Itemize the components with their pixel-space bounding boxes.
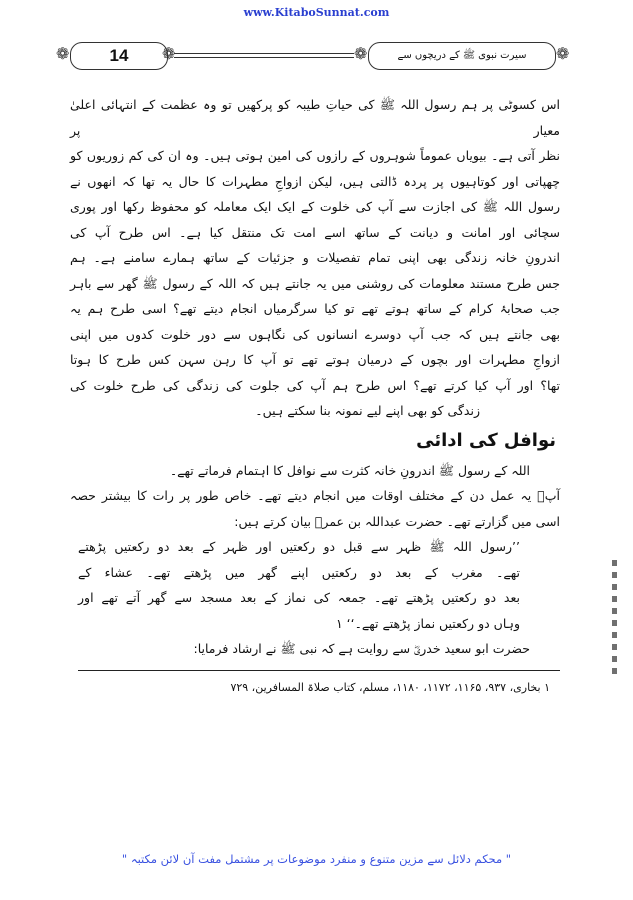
text-line: اللہ کے رسول ﷺ اندرونِ خانہ کثرت سے نوافل کا اہتمام فرماتے تھے۔ <box>169 462 530 478</box>
text-line: نظر آتی ہے۔ بیویاں عموماً شوہروں کے رازوں کی امین ہوتی ہیں۔ وہ ان کی کم زوریوں کو <box>70 148 560 163</box>
text-line: جب صحابۂ کرام کے ساتھ ہوتے تھے تو کیا سرگرمیاں انجام دیتے تھے؟ اسی طرح ہم یہ <box>70 301 560 316</box>
text-line: بھی جانتے ہیں کہ جب آپ دوسرے انسانوں کی نگاہوں سے دور خلوت کدوں میں اپنی <box>70 326 560 342</box>
footnote-divider <box>78 670 560 671</box>
running-title: سیرت نبوی ﷺ کے دریچوں سے <box>368 42 556 70</box>
bottom-banner: " محکم دلائل سے مزین متنوع و منفرد موضوعات پر مشتمل مفت آن لائن مکتبہ " <box>121 852 512 866</box>
closing-line: حضرت ابو سعید خدریؓ سے روایت ہے کہ نبی ﷺ نے ارشاد فرمایا: <box>193 641 530 656</box>
hadith-quote <box>70 534 560 636</box>
quote-line: بعد دو رکعتیں پڑھتے تھے۔ جمعہ کی نماز کے بعد مسجد سے گھر آتے تھے اور <box>78 590 520 605</box>
text-line: اندرونِ خانہ زندگی بھی اپنی تمام تفصیلات و جزئیات کے ساتھ ہمارے سامنے ہے۔ ہم <box>70 250 560 265</box>
text-line: چھپاتی اور کوتاہیوں پر پردہ ڈالتی ہیں، لیکن ازواجِ مطہرات کا حال یہ تھا کہ انھوں نے <box>70 173 560 189</box>
text-line: جس طرح مستند معلومات کی روشنی میں یہ جانتے ہیں کہ اللہ کے رسول ﷺ گھر سے باہر <box>70 275 560 291</box>
paragraph-2 <box>70 458 560 535</box>
ornament-icon: ❁ <box>354 44 368 63</box>
text-line: آپؐ یہ عمل دن کے مختلف اوقات میں انجام دیتے تھے۔ خاص طور پر رات کا بیشتر حصہ <box>70 488 560 503</box>
ornament-icon: ❁ <box>556 44 570 63</box>
ornament-icon: ❁ <box>162 44 176 63</box>
quote-line: تھے۔ مغرب کے بعد دو رکعتیں اپنے گھر میں پڑھتے تھے۔ عشاء کے <box>78 564 520 580</box>
page-body <box>70 0 560 699</box>
ornament-icon: ❁ <box>56 44 70 63</box>
site-url: www.KitaboSunnat.com <box>243 6 390 19</box>
text-line: زندگی کو بھی اپنے لیے نمونہ بنا سکتے ہیں۔ <box>255 403 480 418</box>
text-line: اس کسوٹی پر ہم رسول اللہ ﷺ کی حیاتِ طیبہ کو پرکھیں تو وہ عظمت کے انتہائی اعلیٰ معیار پر <box>70 97 560 138</box>
page-number: 14 <box>70 42 168 70</box>
quote-line: وہاں دو رکعتیں نماز پڑھتے تھے۔‘‘ ۱ <box>335 615 520 631</box>
quote-line: ’’رسول اللہ ﷺ ظہر سے قبل دو رکعتیں اور ظہر کے بعد دو رکعتیں پڑھتے <box>78 539 520 554</box>
scan-edge-mark <box>612 560 617 680</box>
text-line: اسی میں گزارتے تھے۔ حضرت عبداللہ بن عمرؓ بیان کرتے ہیں: <box>234 513 560 529</box>
text-line: سچائی اور امانت و دیانت کے ساتھ اسے امت تک منتقل کیا ہے۔ اس طرح آپ کی <box>70 224 560 240</box>
footnote: ۱ بخاری، ۹۳۷، ۱۱۶۵، ۱۱۷۲، ۱۱۸۰، مسلم، کتاب صلاۃ المسافرین، ۷۲۹ <box>230 680 550 694</box>
text-line: تھا؟ اور آپ کیا کرتے تھے؟ اس طرح ہم آپ کی جلوت کی زندگی کی طرح خلوت کی <box>70 377 560 393</box>
section-heading: نوافل کی ادائی <box>416 429 556 451</box>
text-line: ازواجِ مطہرات اور بچوں کے درمیان ہوتے تھے تو آپ کا رہن سہن کس طرح کا ہوتا <box>70 352 560 367</box>
text-line: رسول اللہ ﷺ کی اجازت سے آپ کی خلوت کے ایک ایک معاملہ کو محفوظ رکھا اور پوری <box>70 199 560 214</box>
paragraph-1 <box>70 92 560 424</box>
